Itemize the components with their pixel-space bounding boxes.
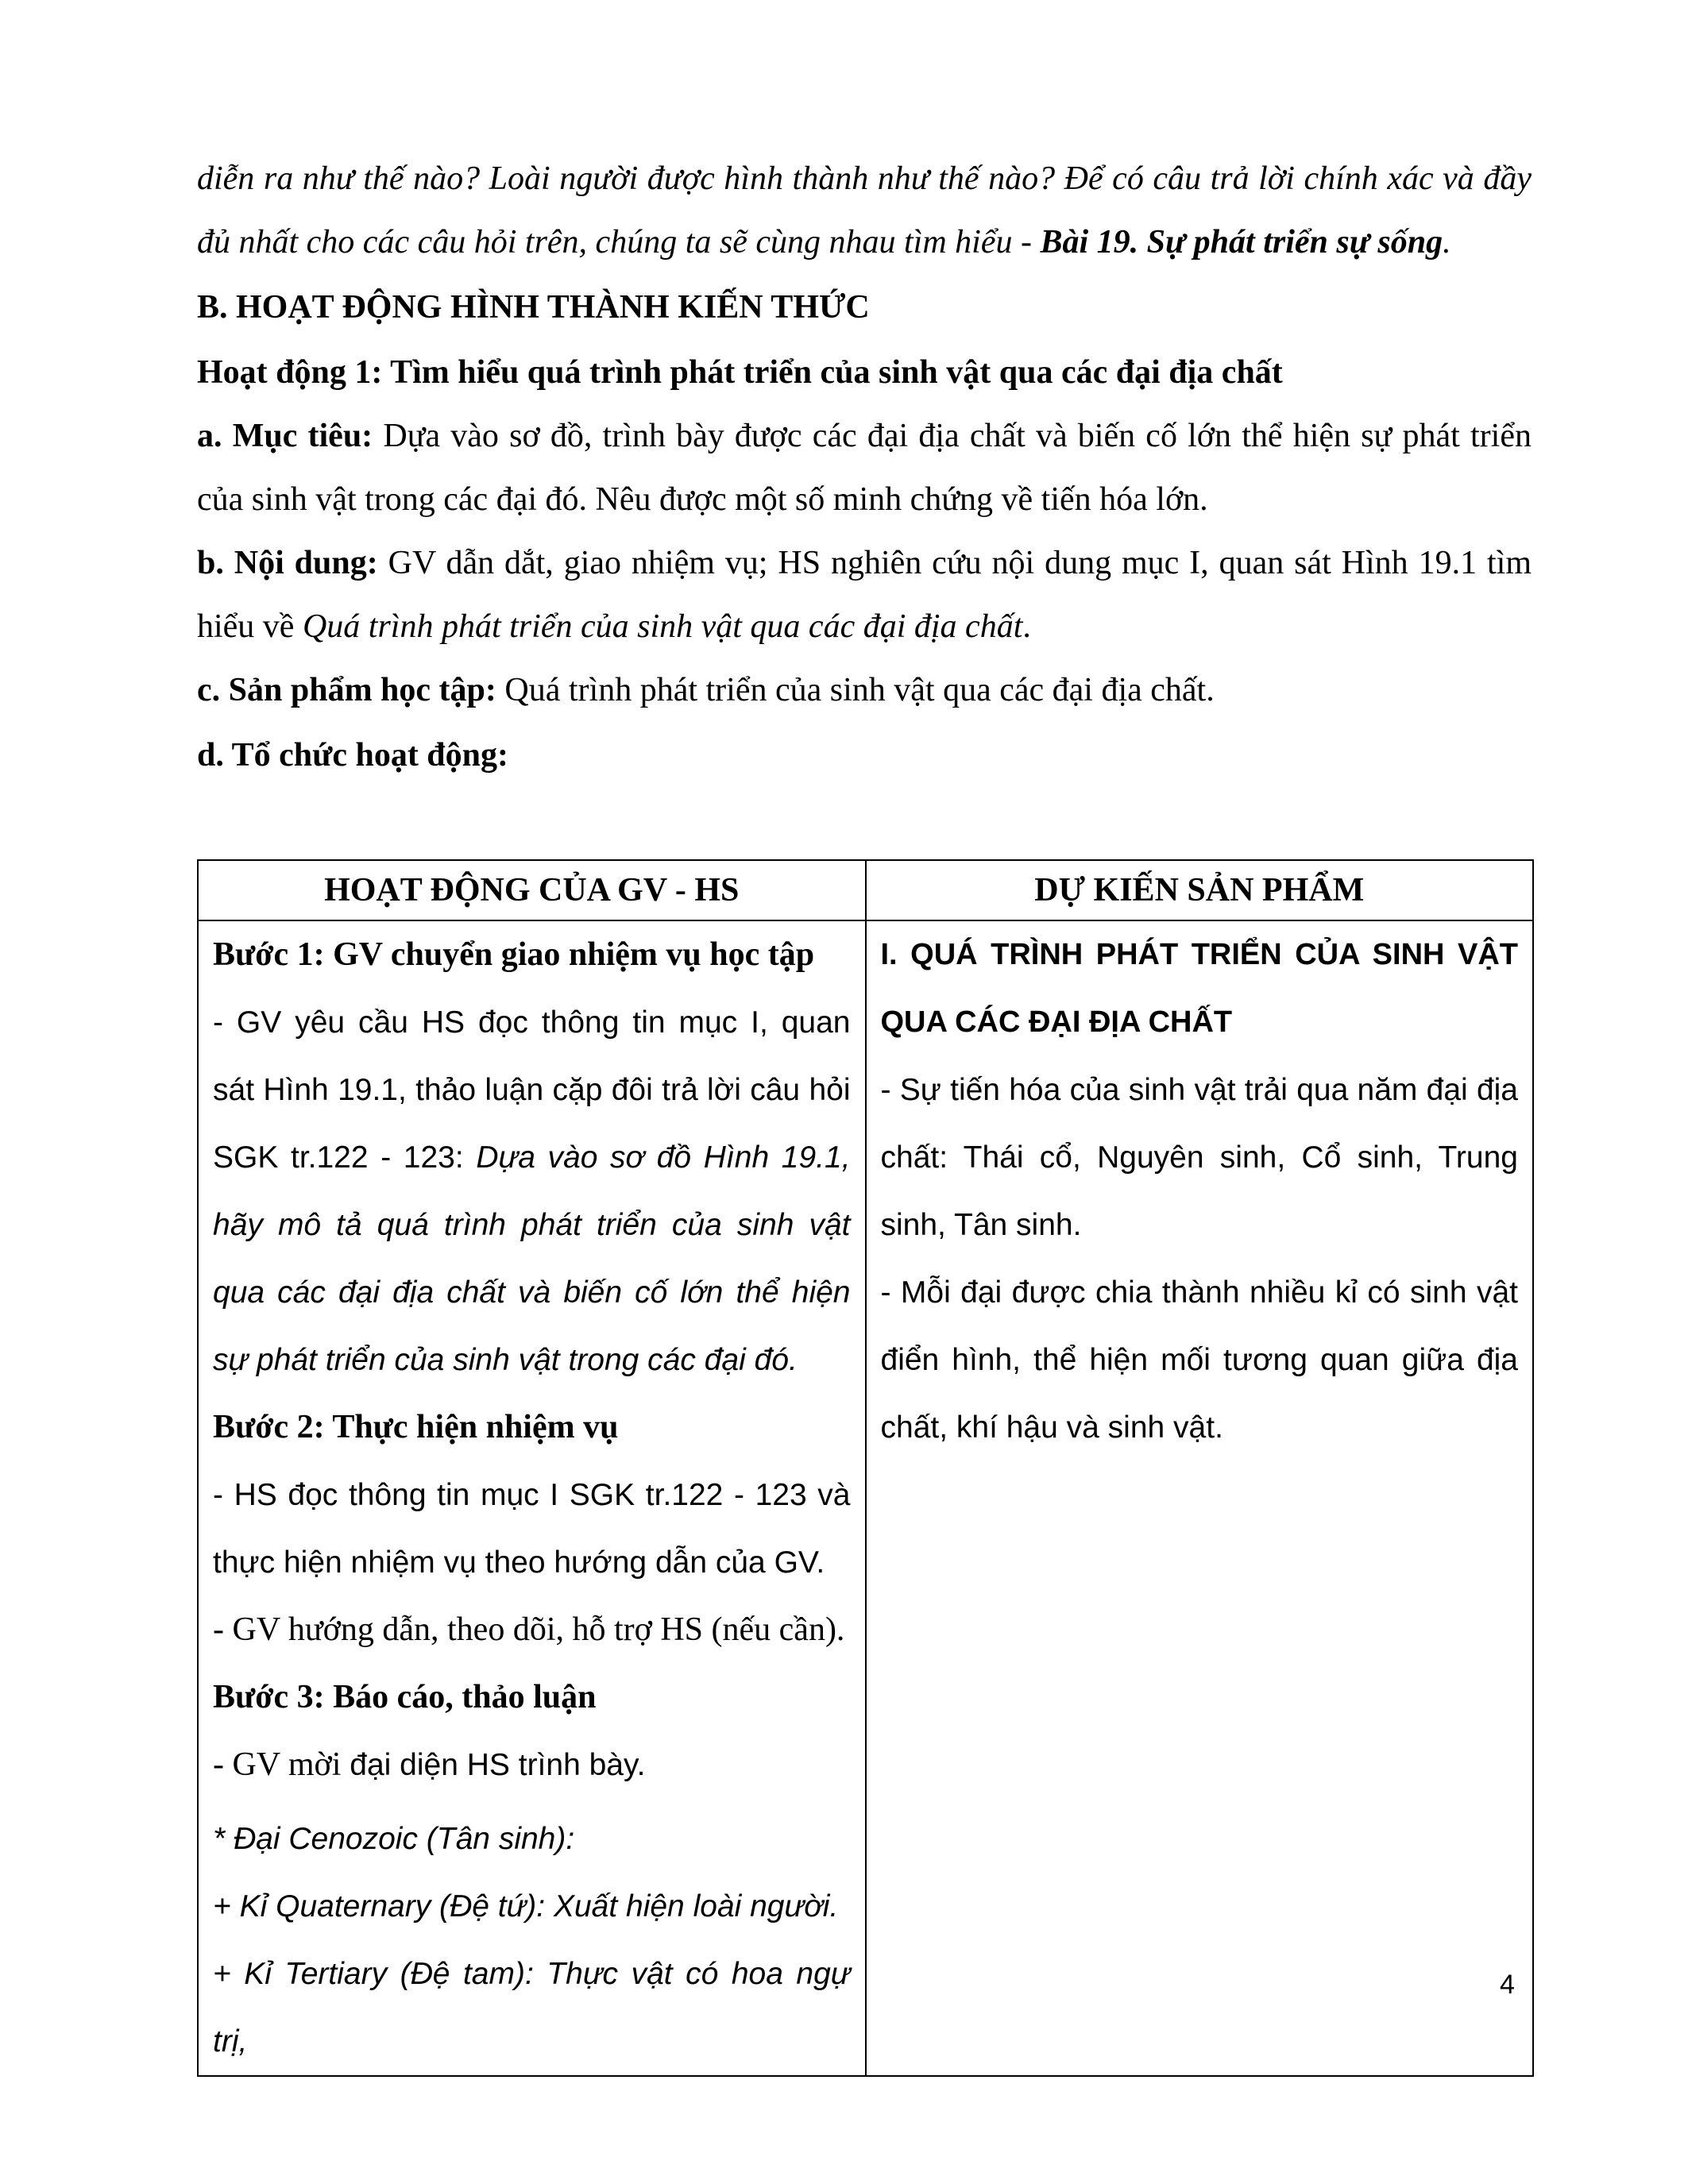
section-heading: B. HOẠT ĐỘNG HÌNH THÀNH KIẾN THỨC: [197, 289, 870, 326]
page-number: 4: [1500, 1970, 1515, 2000]
table-header-row: [198, 860, 1533, 920]
content-paragraph: [197, 531, 1532, 658]
intro-text: diễn ra như thế nào? Loài người được hình thành như thế nào? Để có câu trả lời chính xác và đầy đủ nhất cho các câu hỏi trên, chúng ta sẽ cùng nhau tìm hiểu -: [197, 160, 1532, 260]
step3-text: [213, 1731, 851, 1805]
product-point1: - Sự tiến hóa của sinh vật trải qua năm đại địa chất: Thái cổ, Nguyên sinh, Cổ sinh, Trung sinh, Tân sinh.: [880, 1073, 1518, 1242]
step2-title: Bước 2: Thực hiện nhiệm vụ: [213, 1409, 619, 1445]
content-text: GV dẫn dắt, giao nhiệm vụ; HS nghiên cứu nội dung mục I, quan sát Hình 19.1 tìm hiểu về: [197, 545, 1532, 645]
activity-steps-cell: [198, 920, 866, 2076]
product-point2: - Mỗi đại được chia thành nhiều kỉ có sinh vật điển hình, thể hiện mối tương quan giữa địa chất, khí hậu và sinh vật.: [880, 1275, 1518, 1445]
table-body-row: [198, 920, 1533, 2076]
step3-prefix: - GV mời: [213, 1746, 342, 1783]
step2-text1: - HS đọc thông tin mục I SGK tr.122 - 123 và thực hiện nhiệm vụ theo hướng dẫn của GV.: [213, 1478, 851, 1580]
period-quaternary: + Kỉ Quaternary (Đệ tứ): Xuất hiện loài người.: [213, 1889, 839, 1924]
product-heading: I. QUÁ TRÌNH PHÁT TRIỂN CỦA SINH VẬT QUA CÁC ĐẠI ĐỊA CHẤT: [880, 938, 1518, 1039]
lesson-title: Bài 19. Sự phát triển sự sống: [1040, 224, 1443, 260]
expected-product-cell: [866, 920, 1534, 2076]
product-label: c. Sản phẩm học tập:: [197, 672, 496, 708]
content-italic: Quá trình phát triển của sinh vật qua các đại địa chất: [302, 608, 1023, 645]
goal-text: Dựa vào sơ đồ, trình bày được các đại địa chất và biến cố lớn thể hiện sự phát triển của sinh vật trong các đại đó. Nêu được một số minh chứng về tiến hóa lớn.: [197, 418, 1532, 518]
step1-body: [213, 989, 851, 1394]
intro-paragraph: [197, 147, 1532, 274]
content-end: .: [1022, 608, 1031, 645]
activity-title: Hoạt động 1: Tìm hiểu quá trình phát triển của sinh vật qua các đại địa chất: [197, 354, 1283, 391]
product-paragraph: [197, 658, 1532, 722]
step3-title: Bước 3: Báo cáo, thảo luận: [213, 1679, 597, 1715]
goal-paragraph: [197, 404, 1532, 531]
goal-label: a. Mục tiêu:: [197, 418, 373, 454]
step2-text2: - GV hướng dẫn, theo dõi, hỗ trợ HS (nếu cần).: [213, 1611, 845, 1648]
step1-title: Bước 1: GV chuyển giao nhiệm vụ học tập: [213, 936, 815, 973]
product-text: Quá trình phát triển của sinh vật qua các đại địa chất.: [496, 672, 1215, 708]
period-tertiary: + Kỉ Tertiary (Đệ tam): Thực vật có hoa ngự trị,: [213, 1957, 851, 2059]
content-label: b. Nội dung:: [197, 545, 378, 581]
document-body: [197, 147, 1532, 787]
step1-text: - GV yêu cầu HS đọc thông tin mục I, quan sát Hình 19.1, thảo luận cặp đôi trả lời câu hỏi SGK tr.122 - 123:: [213, 1005, 851, 1175]
intro-end: .: [1443, 224, 1451, 260]
activity-table: [197, 859, 1534, 2077]
step1-question: Dựa vào sơ đồ Hình 19.1, hãy mô tả quá trình phát triển của sinh vật qua các đại địa chất và biến cố lớn thể hiện sự phát triển của sinh vật trong các đại đó.: [213, 1140, 851, 1377]
step3-rest: đại diện HS trình bày.: [341, 1748, 646, 1782]
organization-heading: d. Tổ chức hoạt động:: [197, 737, 509, 774]
era-title: * Đại Cenozoic (Tân sinh):: [213, 1822, 575, 1856]
header-expected-product: DỰ KIẾN SẢN PHẨM: [866, 860, 1534, 920]
header-teacher-student: HOẠT ĐỘNG CỦA GV - HS: [198, 860, 866, 920]
